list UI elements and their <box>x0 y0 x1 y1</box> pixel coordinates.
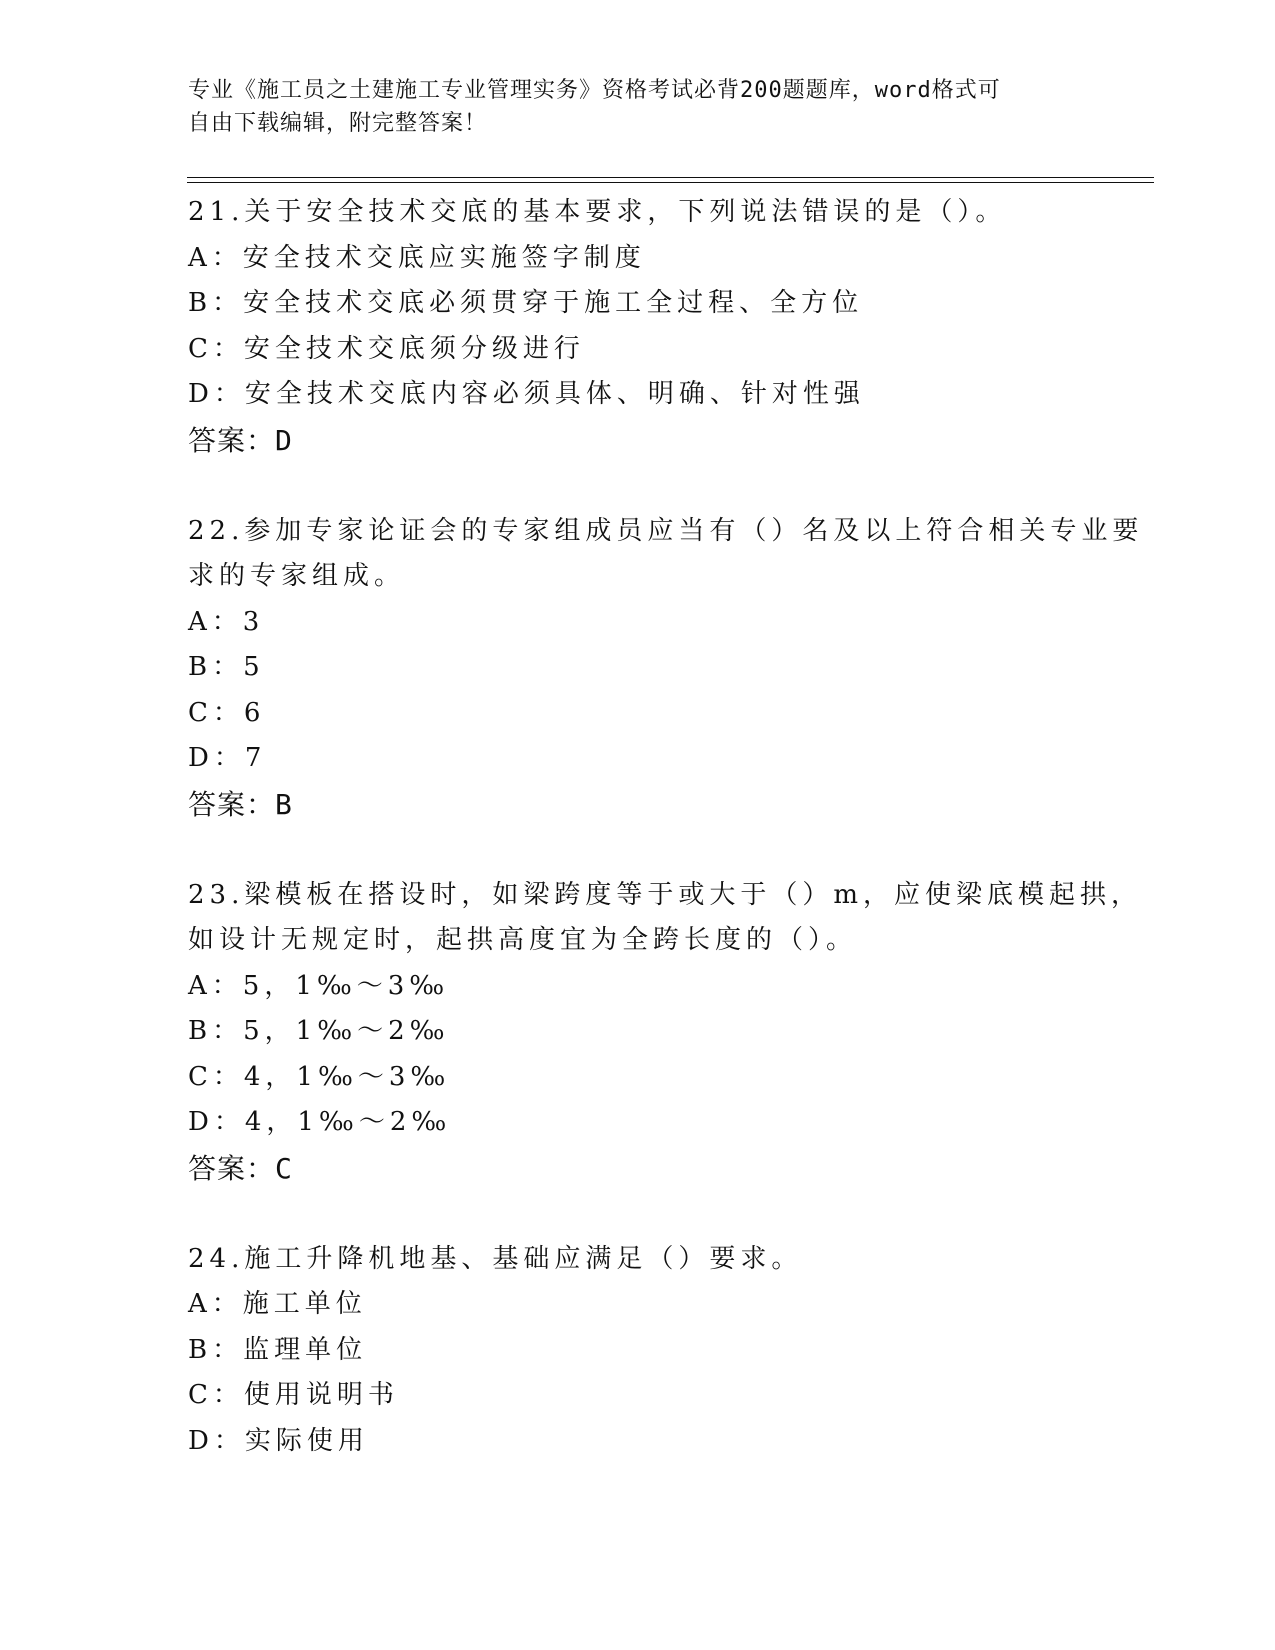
question-22 <box>188 509 1144 828</box>
option-a: A：安全技术交底应实施签字制度 <box>188 242 646 273</box>
question-21 <box>188 190 1088 463</box>
header-line-1: 专业《施工员之土建施工专业管理实务》资格考试必背200题题库，word格式可 <box>188 78 1001 103</box>
option-d: D：安全技术交底内容必须具体、明确、针对性强 <box>188 379 865 409</box>
question-stem: 24.施工升降机地基、基础应满足（）要求。 <box>188 1243 803 1274</box>
option-a: A：施工单位 <box>188 1289 367 1319</box>
option-b: B：5 <box>188 652 265 682</box>
answer-line: 答案：D <box>188 423 293 457</box>
option-a: A：5，1‰～3‰ <box>188 970 450 1001</box>
header-line-2: 自由下载编辑，附完整答案！ <box>188 111 488 136</box>
question-stem: 23.梁模板在搭设时，如梁跨度等于或大于（）m，应使梁底模起拱， <box>188 879 1143 910</box>
spacer <box>188 1191 1088 1237</box>
option-c: C：4，1‰～3‰ <box>188 1061 451 1092</box>
option-c: C：使用说明书 <box>188 1380 399 1410</box>
question-stem: 22.参加专家论证会的专家组成员应当有（）名及以上符合相关专业要 <box>188 515 1144 546</box>
option-b: B：监理单位 <box>188 1334 368 1365</box>
header-rule-top <box>187 177 1154 178</box>
option-b: B：5，1‰～2‰ <box>188 1016 450 1046</box>
question-24 <box>188 1237 1088 1465</box>
document-header <box>188 74 1068 140</box>
header-rule-bottom <box>187 182 1154 183</box>
question-23 <box>188 873 1143 1192</box>
spacer <box>188 827 1088 873</box>
option-c: C：6 <box>188 697 266 728</box>
option-d: D：实际使用 <box>188 1425 369 1456</box>
answer-line: 答案：C <box>188 1151 293 1185</box>
question-stem-continued: 求的专家组成。 <box>188 561 406 591</box>
option-c: C：安全技术交底须分级进行 <box>188 333 585 364</box>
spacer <box>188 463 1088 509</box>
option-d: D：7 <box>188 743 267 773</box>
option-a: A：3 <box>188 606 265 637</box>
question-stem: 21.关于安全技术交底的基本要求，下列说法错误的是（）。 <box>188 197 1007 227</box>
question-stem-continued: 如设计无规定时，起拱高度宜为全跨长度的（）。 <box>188 925 858 955</box>
question-list <box>188 190 1144 1464</box>
option-d: D：4，1‰～2‰ <box>188 1107 452 1137</box>
option-b: B：安全技术交底必须贯穿于施工全过程、全方位 <box>188 288 864 318</box>
answer-line: 答案：B <box>188 787 293 821</box>
